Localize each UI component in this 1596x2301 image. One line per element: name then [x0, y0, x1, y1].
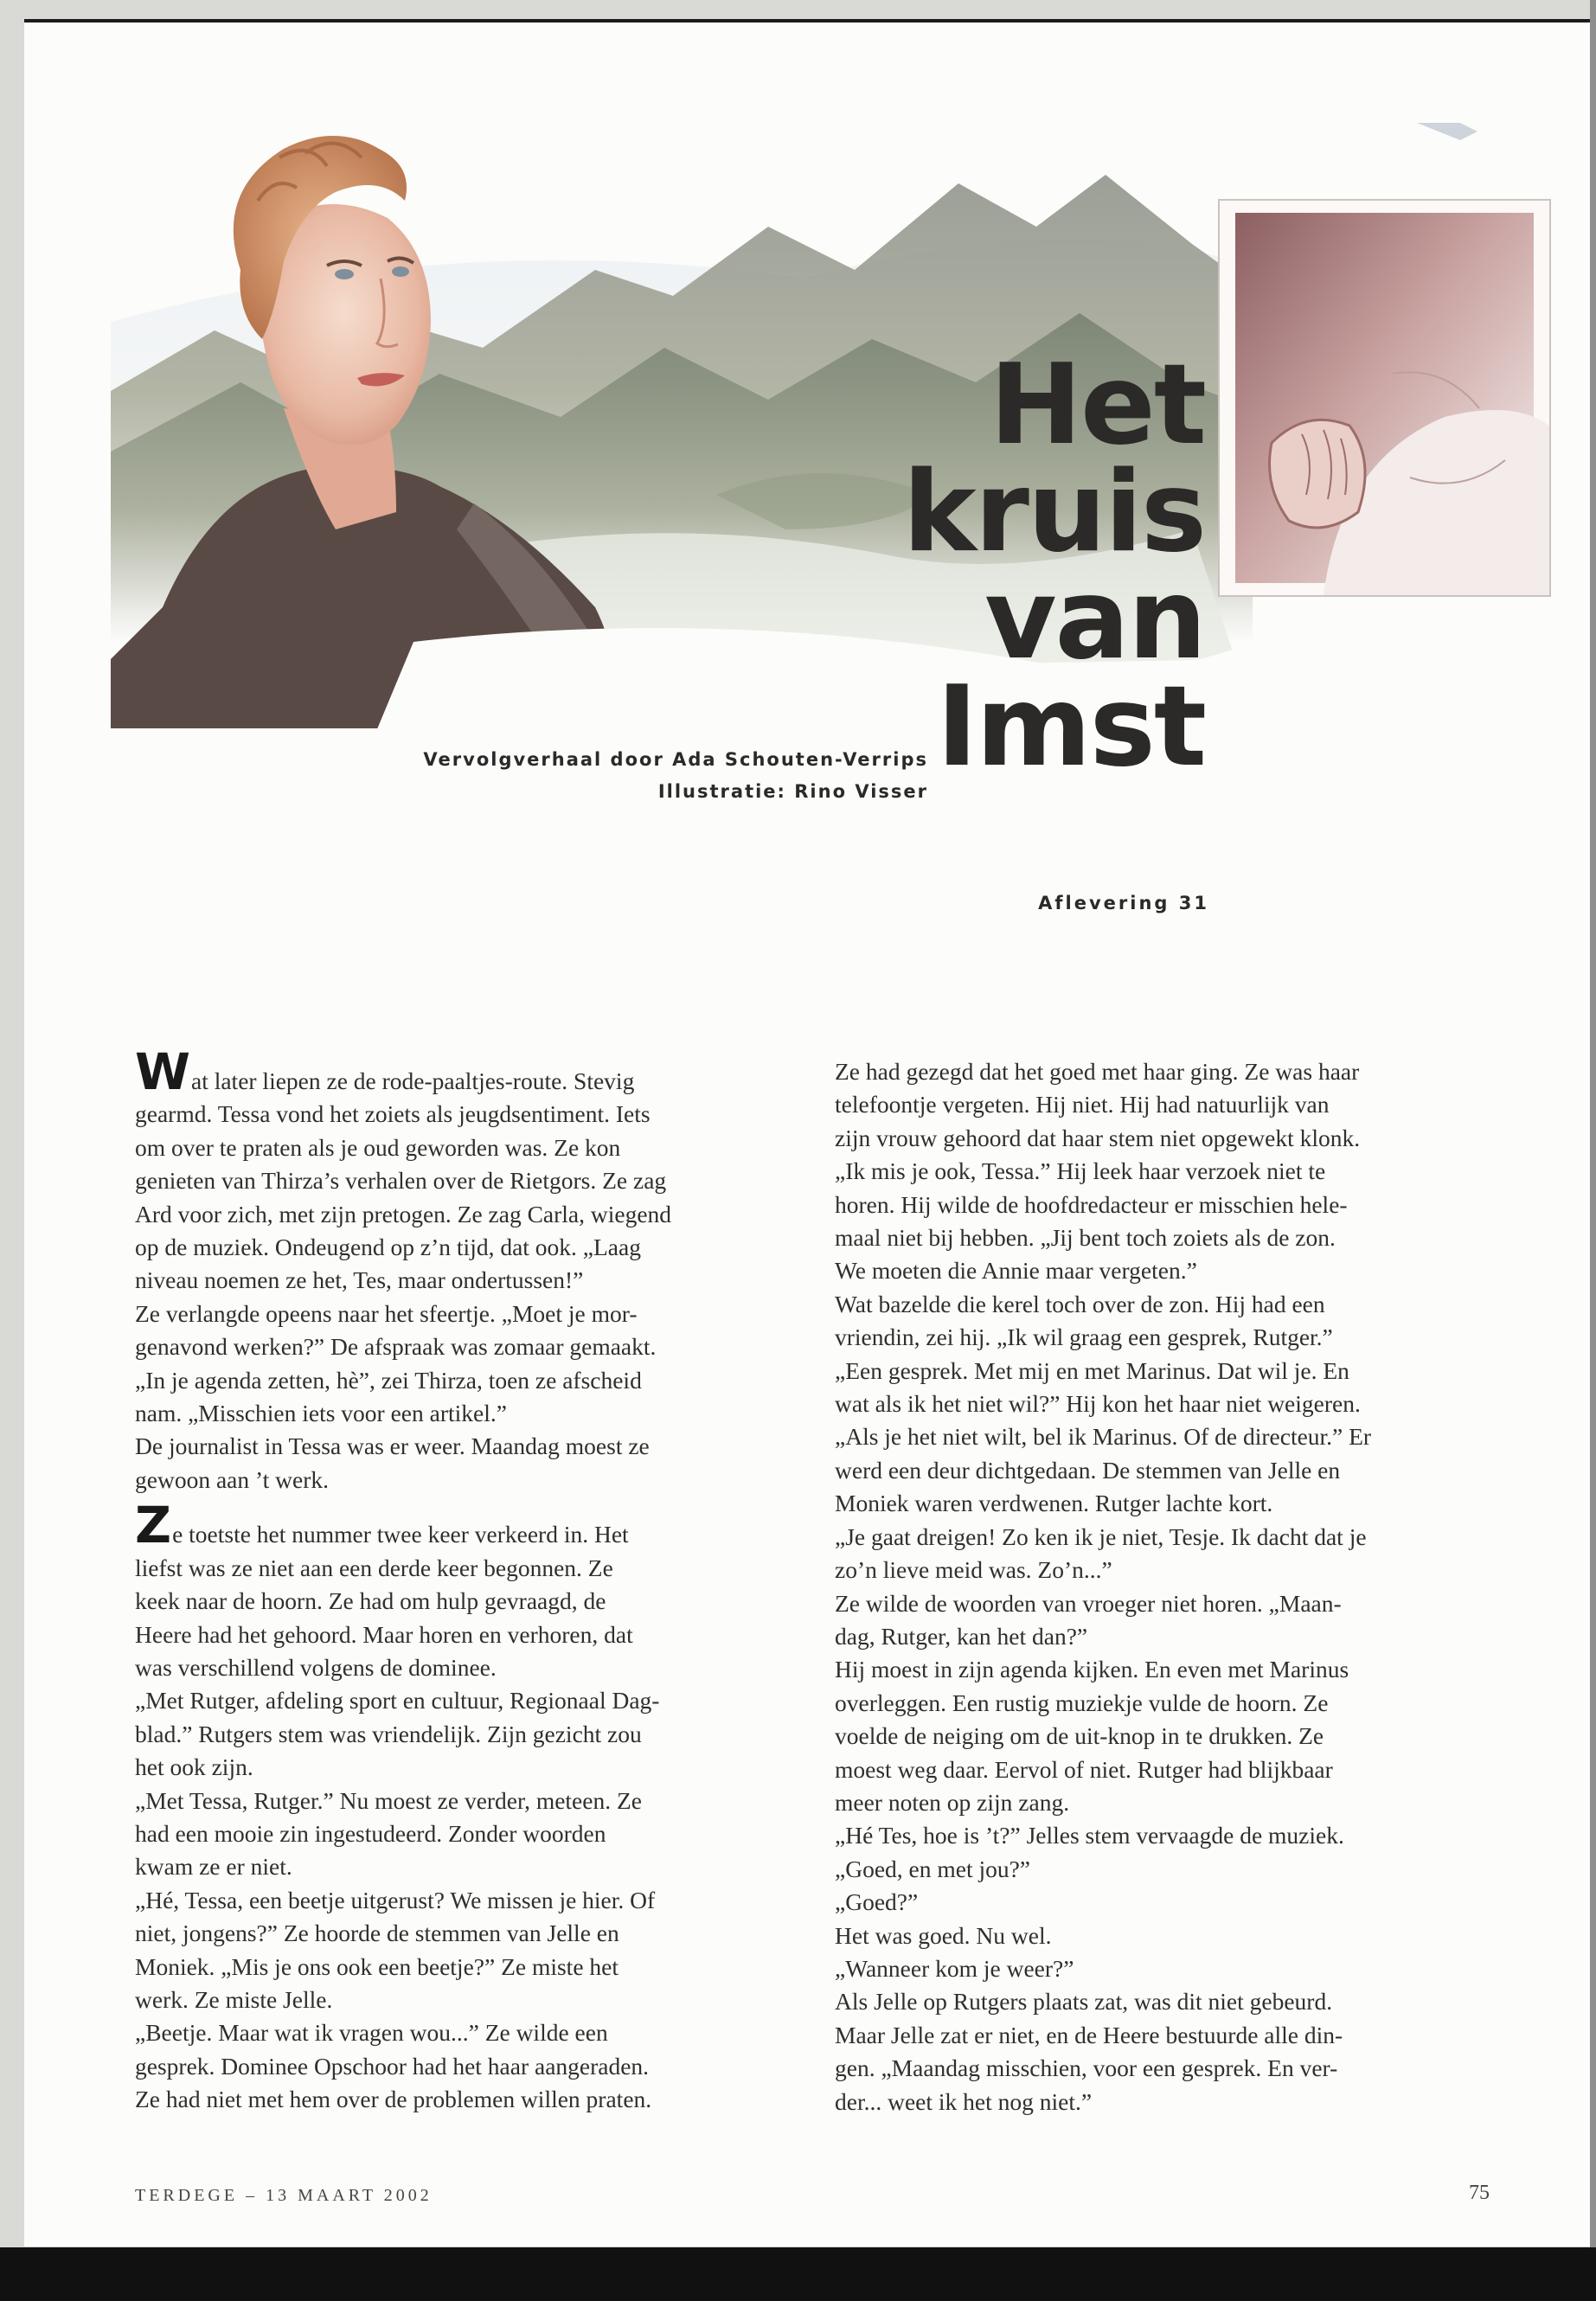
text-line: Ze had gezegd dat het goed met haar ging. Ze was haar	[835, 1058, 1360, 1085]
text-line: liefst was ze niet aan een derde keer begonnen. Ze	[135, 1554, 613, 1581]
text-line: kwam ze er niet.	[135, 1853, 292, 1881]
text-line: Ze verlangde opeens naar het sfeertje. „Moet je mor-	[135, 1299, 638, 1327]
inset-illustration	[1218, 199, 1551, 597]
text-line: maal niet bij hebben. „Jij bent toch zoiets als de zon.	[835, 1224, 1336, 1252]
paragraph-2	[135, 1496, 810, 1555]
text-line: Het was goed. Nu wel.	[835, 1921, 1052, 1949]
text-line: Ze had niet met hem over de problemen willen praten.	[135, 2086, 652, 2113]
text-line: genieten van Thirza’s verhalen over de Rietgors. Ze zag	[135, 1167, 667, 1195]
text-line: genavond werken?” De afspraak was zomaar gemaakt.	[135, 1333, 657, 1361]
text-line: was verschillend volgens de dominee.	[135, 1653, 497, 1681]
text-line: niet, jongens?” Ze hoorde de stemmen van Jelle en	[135, 1920, 619, 1947]
title-line-1: Het	[989, 341, 1205, 470]
title-line-4: Imst	[936, 663, 1205, 792]
scan-edge	[1590, 0, 1596, 2249]
text-line: werk. Ze miste Jelle.	[135, 1985, 333, 2013]
text-line: „Een gesprek. Met mij en met Marinus. Dat wil je. En	[835, 1356, 1349, 1384]
text-line: overleggen. Een rustig muziekje vulde de hoorn. Ze	[835, 1689, 1329, 1716]
text-line: moest weg daar. Eervol of niet. Rutger had blijkbaar	[835, 1755, 1333, 1783]
text-line: Ze wilde de woorden van vroeger niet horen. „Maan-	[835, 1589, 1342, 1617]
dropcap: W	[135, 1042, 190, 1101]
text-line: „Hé, Tessa, een beetje uitgerust? We missen je hier. Of	[135, 1886, 656, 1913]
text-line: gen. „Maandag misschien, voor een gesprek. En ver-	[835, 2054, 1338, 2082]
folded-hands-image	[1220, 201, 1549, 595]
text-line: „Goed, en met jou?”	[835, 1855, 1031, 1882]
paragraph-gap	[135, 1497, 810, 1509]
article-title	[889, 341, 1205, 792]
text-line: dag, Rutger, kan het dan?”	[835, 1622, 1088, 1650]
text-line: at later liepen ze de rode-paaltjes-route. Stevig	[190, 1067, 635, 1094]
episode-label: Aflevering 31	[1038, 893, 1209, 913]
text-line: Wat bazelde die kerel toch over de zon. Hij had een	[835, 1290, 1325, 1317]
text-line: horen. Hij wilde de hoofdredacteur er misschien hele-	[835, 1190, 1348, 1218]
text-line: der... weet ik het nog niet.”	[835, 2087, 1093, 2115]
text-line: blad.” Rutgers stem was vriendelijk. Zijn gezicht zou	[135, 1720, 642, 1747]
text-line: werd een deur dichtgedaan. De stemmen van Jelle en	[835, 1456, 1341, 1484]
text-line: Moniek. „Mis je ons ook een beetje?” Ze miste het	[135, 1952, 619, 1980]
publication-footer: TERDEGE – 13 MAART 2002	[135, 2186, 433, 2205]
text-line: „Wanneer kom je weer?”	[835, 1954, 1074, 1982]
text-line: „Hé Tes, hoe is ’t?” Jelles stem vervaagde de muziek.	[835, 1822, 1344, 1849]
text-line: gewoon aan ’t werk.	[135, 1465, 330, 1493]
text-line: zijn vrouw gehoord dat haar stem niet opgewekt klonk.	[835, 1124, 1361, 1151]
text-line: We moeten die Annie maar vergeten.”	[835, 1257, 1197, 1285]
text-line: „In je agenda zetten, hè”, zei Thirza, toen ze afscheid	[135, 1366, 642, 1394]
text-line: „Ik mis je ook, Tessa.” Hij leek haar verzoek niet te	[835, 1157, 1326, 1185]
top-rule	[24, 19, 1590, 22]
body-column-left	[135, 1042, 810, 2117]
text-line: „Je gaat dreigen! Zo ken ik je niet, Tesje. Ik dacht dat je	[835, 1522, 1367, 1550]
text-line: nam. „Misschien iets voor een artikel.”	[135, 1400, 507, 1427]
text-line: gearmd. Tessa vond het zoiets als jeugdsentiment. Iets	[135, 1100, 651, 1128]
text-line: voelde de neiging om de uit-knop in te drukken. Ze	[835, 1722, 1324, 1750]
credits	[353, 744, 928, 808]
text-line: vriendin, zei hij. „Ik wil graag een gesprek, Rutger.”	[835, 1324, 1333, 1351]
text-line: niveau noemen ze het, Tes, maar ondertussen!”	[135, 1266, 584, 1294]
illustrator-credit: Illustratie: Rino Visser	[657, 781, 928, 802]
body-column-right	[835, 1055, 1518, 2118]
page-number: 75	[1469, 2182, 1490, 2204]
text-line: Ard voor zich, met zijn pretogen. Ze zag Carla, wiegend	[135, 1200, 672, 1227]
dropcap: Z	[135, 1496, 172, 1555]
text-line: telefoontje vergeten. Hij niet. Hij had natuurlijk van	[835, 1091, 1330, 1118]
text-line: keek naar de hoorn. Ze had om hulp gevraagd, de	[135, 1587, 606, 1615]
text-line: gesprek. Dominee Opschoor had het haar aangeraden.	[135, 2052, 650, 2080]
paragraph-1	[135, 1042, 810, 1101]
title-line-2: kruis	[902, 448, 1205, 577]
text-line: Heere had het gehoord. Maar horen en verhoren, dat	[135, 1620, 633, 1648]
scan-bottom-band	[0, 2247, 1596, 2301]
text-line: zo’n lieve meid was. Zo’n...”	[835, 1556, 1112, 1584]
text-line: De journalist in Tessa was er weer. Maandag moest ze	[135, 1433, 650, 1460]
author-credit: Vervolgverhaal door Ada Schouten-Verrips	[423, 749, 928, 770]
text-line: „Beetje. Maar wat ik vragen wou...” Ze wilde een	[135, 2019, 608, 2047]
text-line: Hij moest in zijn agenda kijken. En even met Marinus	[835, 1656, 1349, 1683]
text-line: Moniek waren verdwenen. Rutger lachte kort.	[835, 1490, 1273, 1517]
text-line: e toetste het nummer twee keer verkeerd in. Het	[172, 1521, 629, 1548]
text-line: „Als je het niet wilt, bel ik Marinus. Of de directeur.” Er	[835, 1423, 1372, 1451]
text-line: meer noten op zijn zang.	[835, 1788, 1070, 1816]
text-line: had een mooie zin ingestudeerd. Zonder woorden	[135, 1819, 606, 1847]
text-line: Als Jelle op Rutgers plaats zat, was dit niet gebeurd.	[835, 1988, 1333, 2016]
text-line: wat als ik het niet wil?” Hij kon het haar niet weigeren.	[835, 1390, 1361, 1418]
text-line: om over te praten als je oud geworden was. Ze kon	[135, 1133, 621, 1161]
magazine-page	[24, 19, 1590, 2247]
text-line: op de muziek. Ondeugend op z’n tijd, dat ook. „Laag	[135, 1234, 641, 1261]
text-line: „Met Tessa, Rutger.” Nu moest ze verder, meteen. Ze	[135, 1786, 642, 1814]
text-line: het ook zijn.	[135, 1753, 253, 1781]
text-line: Maar Jelle zat er niet, en de Heere bestuurde alle din-	[835, 2021, 1343, 2048]
text-line: „Goed?”	[835, 1888, 919, 1916]
text-line: „Met Rutger, afdeling sport en cultuur, Regionaal Dag-	[135, 1687, 660, 1715]
title-line-3: van	[984, 555, 1205, 684]
